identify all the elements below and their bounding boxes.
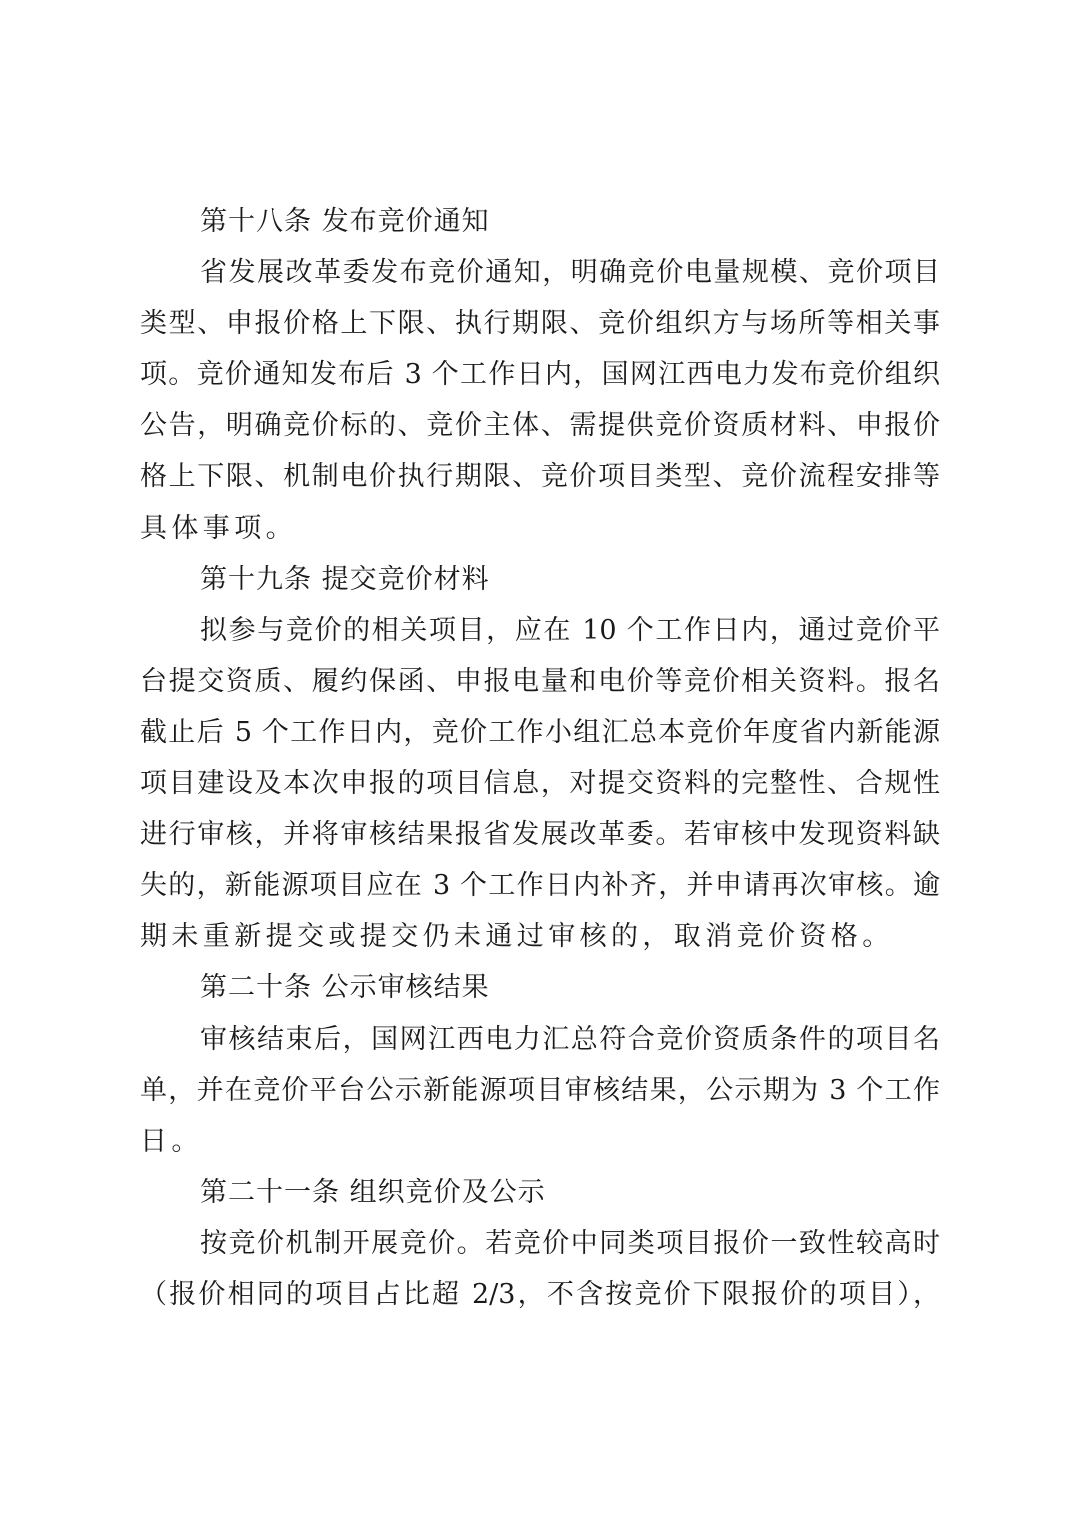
paragraph-line: 省发展改革委发布竞价通知，明确竞价电量规模、竞价项目 xyxy=(200,257,940,289)
paragraph-line: 格上下限、机制电价执行期限、竞价项目类型、竞价流程安排等 xyxy=(140,461,940,493)
paragraph-line: （报价相同的项目占比超 2/3，不含按竞价下限报价的项目）， xyxy=(140,1278,940,1310)
article-heading: 第十八条 发布竞价通知 xyxy=(200,206,490,237)
article-heading: 第十九条 提交竞价材料 xyxy=(200,563,490,595)
paragraph-line: 期未重新提交或提交仍未通过审核的，取消竞价资格。 xyxy=(140,921,894,953)
paragraph-line: 审核结束后，国网江西电力汇总符合竞价资质条件的项目名 xyxy=(200,1023,940,1055)
article-19 xyxy=(140,554,940,963)
paragraph-line: 台提交资质、履约保函、申报电量和电价等竞价相关资料。报名 xyxy=(140,665,940,697)
article-21 xyxy=(140,1167,940,1320)
paragraph-line: 进行审核，并将审核结果报省发展改革委。若审核中发现资料缺 xyxy=(140,819,940,851)
paragraph-line: 截止后 5 个工作日内，竞价工作小组汇总本竞价年度省内新能源 xyxy=(140,716,940,748)
paragraph-line: 按竞价机制开展竞价。若竞价中同类项目报价一致性较高时 xyxy=(200,1227,940,1259)
paragraph-line: 拟参与竞价的相关项目，应在 10 个工作日内，通过竞价平 xyxy=(200,614,940,646)
paragraph-line: 公告，明确竞价标的、竞价主体、需提供竞价资质材料、申报价 xyxy=(140,410,940,442)
paragraph-line: 项。竞价通知发布后 3 个工作日内，国网江西电力发布竞价组织 xyxy=(140,359,940,391)
paragraph-line: 具体事项。 xyxy=(140,512,297,544)
paragraph-line: 单，并在竞价平台公示新能源项目审核结果，公示期为 3 个工作 xyxy=(140,1074,940,1106)
article-20 xyxy=(140,962,940,1166)
article-18 xyxy=(140,196,940,554)
document-page xyxy=(140,196,940,1320)
article-heading: 第二十条 公示审核结果 xyxy=(200,972,490,1004)
paragraph-line: 类型、申报价格上下限、执行期限、竞价组织方与场所等相关事 xyxy=(140,308,940,340)
paragraph-line: 失的，新能源项目应在 3 个工作日内补齐，并申请再次审核。逾 xyxy=(140,870,940,902)
paragraph-line: 项目建设及本次申报的项目信息，对提交资料的完整性、合规性 xyxy=(140,768,940,800)
paragraph-line: 日。 xyxy=(140,1125,203,1157)
article-heading: 第二十一条 组织竞价及公示 xyxy=(200,1176,546,1208)
